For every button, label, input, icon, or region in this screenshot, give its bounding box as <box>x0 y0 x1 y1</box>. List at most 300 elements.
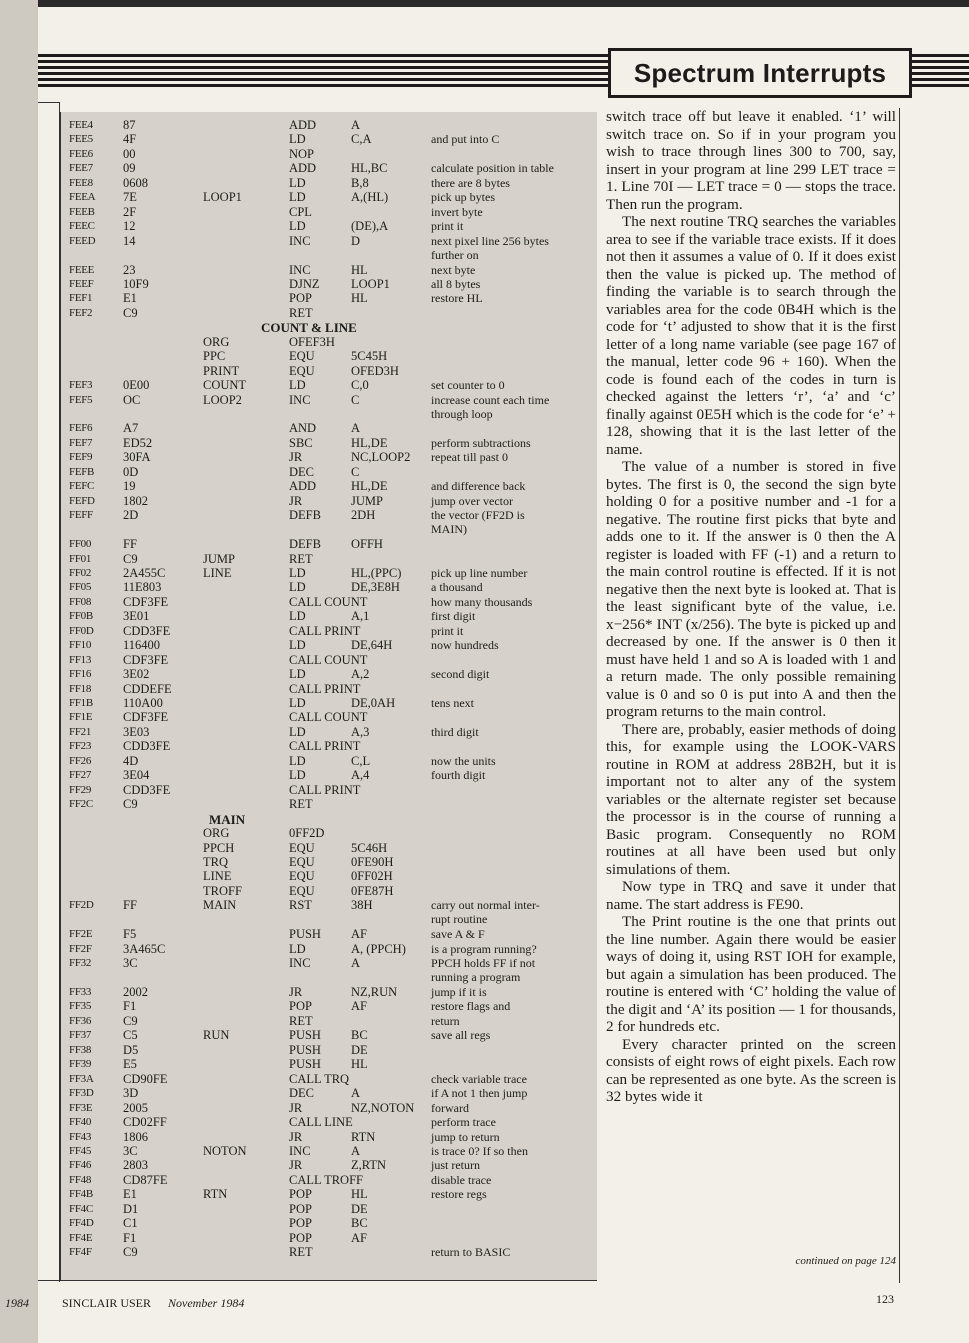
listing-address: FEF7 <box>69 436 93 449</box>
listing-address: FF27 <box>69 769 92 782</box>
listing-address: FF4D <box>69 1217 94 1230</box>
listing-comment-line: running a program <box>431 970 521 985</box>
listing-address: FF13 <box>69 653 92 666</box>
listing-address: FEED <box>69 234 96 247</box>
listing-operand: A <box>351 1086 361 1101</box>
listing-opcode: CALL PRINT <box>289 782 361 797</box>
listing-comment-line: disable trace <box>431 1172 492 1187</box>
listing-hex: C5 <box>123 1028 138 1043</box>
listing-opcode: LD <box>289 696 306 710</box>
listing-comment <box>431 1173 491 1187</box>
listing-address: FF4F <box>69 1246 92 1259</box>
listing-hex: E1 <box>123 291 137 306</box>
listing-comment <box>431 1115 496 1129</box>
listing-hex: 10F9 <box>123 276 149 291</box>
listing-hex: 3C <box>123 956 138 971</box>
listing-comment-line: MAIN) <box>431 522 467 537</box>
listing-address: FEEC <box>69 220 95 233</box>
listing-opcode: CALL COUNT <box>289 594 368 609</box>
listing-operand: DE,3E8H <box>351 580 400 595</box>
listing-opcode: ADD <box>289 479 317 494</box>
listing-comment-line: pick up bytes <box>431 190 495 205</box>
listing-address: FF26 <box>69 754 92 767</box>
listing-comment-line: the vector (FF2D is <box>431 508 525 523</box>
listing-opcode: LD <box>289 565 306 580</box>
listing-address: FF05 <box>69 581 92 594</box>
listing-address: FEE4 <box>69 119 93 131</box>
listing-operand: A <box>351 118 361 132</box>
listing-label: RTN <box>203 1187 228 1202</box>
listing-opcode: EQU <box>289 840 315 855</box>
listing-hex: 2002 <box>123 985 148 999</box>
listing-opcode: CALL TRQ <box>289 1071 350 1086</box>
listing-comment-line: now hundreds <box>431 638 499 653</box>
listing-operand: Z,RTN <box>351 1158 387 1173</box>
listing-hex: 1802 <box>123 493 148 508</box>
listing-label: LOOP1 <box>203 190 242 205</box>
listing-operand: A,1 <box>351 609 370 624</box>
listing-opcode: LD <box>289 190 306 205</box>
listing-address: FF45 <box>69 1144 92 1157</box>
listing-hex: CDF3FE <box>123 652 169 667</box>
listing-comment <box>431 566 527 580</box>
listing-operand: NZ,RUN <box>351 985 398 999</box>
listing-address: FEF2 <box>69 306 93 319</box>
listing-comment <box>431 725 479 739</box>
listing-opcode: POP <box>289 1216 312 1231</box>
listing-opcode: LD <box>289 638 306 653</box>
listing-address: FF37 <box>69 1029 92 1042</box>
listing-comment-line: calculate position in table <box>431 161 554 176</box>
listing-address: FEE7 <box>69 162 93 175</box>
article-paragraph: Every character printed on the screen consists of eight rows of eight pixels. Each row can be represented as one byte. As the screen is 32 bytes wide it <box>606 1035 896 1105</box>
listing-operand: RTN <box>351 1129 376 1144</box>
listing-opcode: JR <box>289 1100 303 1115</box>
listing-comment <box>431 263 475 277</box>
listing-hex: 3E04 <box>123 768 150 783</box>
listing-comment-line: third digit <box>431 724 479 739</box>
listing-comment-line: next pixel line 256 bytes <box>431 233 549 248</box>
listing-opcode: CALL PRINT <box>289 681 361 696</box>
listing-hex: A7 <box>123 421 139 436</box>
listing-opcode: LD <box>289 753 306 768</box>
listing-comment-line: restore regs <box>431 1187 487 1202</box>
listing-comment <box>431 161 554 175</box>
listing-address: FF1B <box>69 697 93 709</box>
listing-opcode: LD <box>289 132 306 147</box>
listing-opcode: LD <box>289 580 306 595</box>
listing-address: FF4E <box>69 1231 93 1244</box>
listing-opcode: LD <box>289 378 306 393</box>
listing-address: FEFB <box>69 465 95 478</box>
listing-operand: C <box>351 392 360 407</box>
listing-address: FF46 <box>69 1159 92 1172</box>
listing-comment <box>431 985 487 999</box>
listing-hex: 87 <box>123 118 136 132</box>
listing-operand: HL <box>351 1057 368 1072</box>
listing-address: FF10 <box>69 639 92 652</box>
listing-opcode: RET <box>289 797 313 812</box>
assembly-listing <box>60 112 597 1281</box>
listing-operand: 5C45H <box>351 349 388 364</box>
listing-comment-line: second digit <box>431 667 490 682</box>
listing-hex: 19 <box>123 479 136 494</box>
listing-address: FF39 <box>69 1058 92 1071</box>
listing-hex: 3E02 <box>123 667 150 682</box>
listing-comment-line: check variable trace <box>431 1071 527 1086</box>
listing-opcode: POP <box>289 1187 312 1202</box>
listing-address: FF3D <box>69 1087 94 1100</box>
listing-label: TROFF <box>203 883 242 898</box>
listing-opcode: INC <box>289 262 311 277</box>
listing-hex: C9 <box>123 551 138 566</box>
listing-hex: OC <box>123 392 141 407</box>
listing-comment <box>431 898 540 926</box>
listing-comment-line: now the units <box>431 753 496 768</box>
listing-comment <box>431 1130 500 1144</box>
listing-opcode: JR <box>289 1129 303 1144</box>
listing-comment-line: just return <box>431 1158 480 1173</box>
listing-opcode: CALL LINE <box>289 1115 353 1130</box>
listing-hex: 4F <box>123 132 137 147</box>
listing-opcode: POP <box>289 999 312 1014</box>
listing-opcode: CALL COUNT <box>289 710 368 725</box>
listing-label: PRINT <box>203 363 240 378</box>
listing-hex: CDD3FE <box>123 623 171 638</box>
listing-comment-line: jump over vector <box>431 493 513 508</box>
listing-address: FF1E <box>69 711 93 724</box>
listing-address: FF3E <box>69 1101 93 1114</box>
listing-address: FEF5 <box>69 393 93 406</box>
listing-comment <box>431 219 463 233</box>
listing-comment <box>431 291 483 305</box>
listing-address: FEE5 <box>69 133 93 146</box>
article-paragraph: The next routine TRQ searches the variables area to see if the variable trace exists. If it does not then it assumes a value of 0. If it does exist then the value is picked up. The method of finding the variable is to search through the variables area for the code 0B4H which is the code for ‘t’ adjusted to show that it is the first letter of a long name variable (see page 167 of the manual, letter code 96 + 160). When the code is found each of the codes in turn is checked against the letters ‘r’, ‘a’ and ‘c’ finally against 0E5H which is the code for ‘e’ + 128, showing that it is the last letter of the name. <box>606 213 896 458</box>
listing-comment-line: first digit <box>431 609 476 624</box>
listing-comment-line: print it <box>431 219 464 234</box>
article-text <box>606 108 896 1278</box>
listing-address: FF16 <box>69 668 92 681</box>
listing-comment-line: fourth digit <box>431 768 486 783</box>
listing-operand: BC <box>351 1216 368 1231</box>
listing-comment-line: and put into C <box>431 132 500 147</box>
listing-hex: 3D <box>123 1086 139 1101</box>
listing-operand: HL,DE <box>351 479 388 494</box>
listing-opcode: LD <box>289 667 306 682</box>
listing-comment <box>431 667 489 681</box>
listing-opcode: OFEF3H <box>289 334 335 349</box>
listing-opcode: CALL COUNT <box>289 652 368 667</box>
listing-hex: 3E01 <box>123 609 150 624</box>
listing-label: RUN <box>203 1028 230 1043</box>
listing-label: ORG <box>203 826 230 841</box>
listing-hex: C9 <box>123 1245 138 1260</box>
listing-operand: C,A <box>351 132 372 147</box>
listing-address: FEFF <box>69 509 93 522</box>
listing-opcode: JR <box>289 493 303 508</box>
article-paragraph: Now type in TRQ and save it under that name. The start address is FE90. <box>606 878 896 913</box>
listing-operand: DE,64H <box>351 638 393 653</box>
listing-comment-line: if A not 1 then jump <box>431 1086 528 1101</box>
listing-hex: CDF3FE <box>123 594 169 609</box>
listing-opcode: INC <box>289 233 311 248</box>
listing-hex: 2F <box>123 204 137 219</box>
listing-hex: D5 <box>123 1042 139 1057</box>
listing-operand: (DE),A <box>351 219 389 234</box>
listing-comment-line: perform trace <box>431 1115 496 1130</box>
footer-issue: November 1984 <box>168 1296 245 1310</box>
listing-label: PPCH <box>203 840 235 855</box>
listing-label: ORG <box>203 334 230 349</box>
listing-opcode: LD <box>289 609 306 624</box>
listing-operand: D <box>351 233 361 248</box>
listing-operand: AF <box>351 927 367 942</box>
listing-comment-line: increase count each time <box>431 392 550 407</box>
listing-opcode: POP <box>289 1230 312 1245</box>
listing-hex: F5 <box>123 927 137 942</box>
listing-operand: 2DH <box>351 508 376 523</box>
listing-comment <box>431 508 525 536</box>
listing-opcode: DEC <box>289 1086 314 1101</box>
listing-comment-line: through loop <box>431 406 493 421</box>
listing-hex: CDF3FE <box>123 710 169 725</box>
listing-address: FF02 <box>69 566 92 579</box>
listing-opcode: EQU <box>289 883 315 898</box>
listing-opcode: LD <box>289 941 306 956</box>
listing-address: FF0D <box>69 624 94 637</box>
top-edge <box>0 0 969 7</box>
listing-opcode: DEC <box>289 464 314 479</box>
listing-opcode: LD <box>289 768 306 783</box>
listing-opcode: JR <box>289 1158 303 1173</box>
listing-comment <box>431 768 485 782</box>
listing-hex: FF <box>123 898 137 913</box>
listing-comment <box>431 378 505 392</box>
listing-comment <box>431 393 549 421</box>
listing-hex: 30FA <box>123 450 151 465</box>
listing-opcode: CALL PRINT <box>289 623 361 638</box>
listing-comment <box>431 1245 510 1259</box>
listing-operand: 5C46H <box>351 840 388 855</box>
listing-opcode: PUSH <box>289 1028 321 1043</box>
listing-label: LINE <box>203 565 232 580</box>
listing-comment-line: print it <box>431 623 464 638</box>
listing-comment <box>431 999 510 1013</box>
listing-operand: 0FF02H <box>351 869 393 884</box>
listing-address: FF43 <box>69 1130 92 1143</box>
listing-hex: 2D <box>123 508 139 523</box>
listing-operand: OFED3H <box>351 363 399 378</box>
listing-comment-line: return to BASIC <box>431 1245 511 1260</box>
listing-comment <box>431 580 483 594</box>
listing-opcode: NOP <box>289 146 315 161</box>
listing-hex: 3A465C <box>123 941 166 956</box>
listing-opcode: DEFB <box>289 537 321 552</box>
listing-operand: NC,LOOP2 <box>351 450 411 465</box>
listing-hex: 1806 <box>123 1129 148 1144</box>
listing-hex: E1 <box>123 1187 137 1202</box>
section-count-line: COUNT & LINE <box>261 320 357 336</box>
listing-comment-line: set counter to 0 <box>431 378 505 393</box>
listing-hex: 110A00 <box>123 696 163 710</box>
listing-frame <box>38 102 60 1282</box>
listing-hex: 0E00 <box>123 378 150 393</box>
listing-comment <box>431 132 499 146</box>
listing-comment <box>431 927 485 941</box>
listing-comment-line: repeat till past 0 <box>431 450 508 465</box>
listing-opcode: RET <box>289 1013 313 1028</box>
listing-comment-line: return <box>431 1013 460 1028</box>
listing-address: FEFD <box>69 494 95 507</box>
listing-hex: 3C <box>123 1143 138 1158</box>
listing-comment-line: a thousand <box>431 580 483 595</box>
listing-address: FEEE <box>69 263 95 276</box>
listing-comment-line: and difference back <box>431 479 526 494</box>
listing-operand: NZ,NOTON <box>351 1100 415 1115</box>
column-rule <box>899 108 900 1283</box>
listing-address: FEF9 <box>69 451 93 464</box>
listing-opcode: JR <box>289 450 303 465</box>
listing-comment <box>431 450 508 464</box>
listing-opcode: 0FF2D <box>289 826 325 841</box>
listing-hex: C9 <box>123 305 138 320</box>
listing-operand: HL <box>351 291 368 306</box>
listing-opcode: ADD <box>289 118 317 132</box>
listing-address: FF29 <box>69 783 92 796</box>
listing-hex: C9 <box>123 797 138 812</box>
listing-hex: 7E <box>123 190 137 205</box>
listing-hex: 2005 <box>123 1100 148 1115</box>
listing-operand: BC <box>351 1028 368 1043</box>
listing-opcode: PUSH <box>289 1042 321 1057</box>
listing-comment <box>431 1028 490 1042</box>
listing-hex: 14 <box>123 233 136 248</box>
listing-address: FF18 <box>69 682 92 695</box>
listing-hex: 2A455C <box>123 565 166 580</box>
listing-opcode: CALL PRINT <box>289 739 361 754</box>
listing-hex: 23 <box>123 262 136 277</box>
listing-comment-line: jump to return <box>431 1129 500 1144</box>
listing-operand: C,L <box>351 753 371 768</box>
listing-hex: CD90FE <box>123 1071 168 1086</box>
listing-comment <box>431 609 475 623</box>
listing-comment <box>431 176 510 190</box>
listing-opcode: INC <box>289 956 311 971</box>
listing-address: FF23 <box>69 740 92 753</box>
listing-operand: DE <box>351 1042 368 1057</box>
listing-comment <box>431 234 549 262</box>
listing-operand: A,(HL) <box>351 190 389 205</box>
listing-opcode: SBC <box>289 435 313 450</box>
listing-comment <box>431 696 474 710</box>
listing-address: FF08 <box>69 595 92 608</box>
listing-hex: D1 <box>123 1201 139 1216</box>
listing-address: FF00 <box>69 538 92 551</box>
listing-opcode: EQU <box>289 869 315 884</box>
listing-comment-line: rupt routine <box>431 912 488 927</box>
listing-opcode: INC <box>289 1143 311 1158</box>
listing-opcode: LD <box>289 175 306 190</box>
listing-operand: A <box>351 421 361 436</box>
listing-operand: AF <box>351 999 367 1014</box>
listing-comment <box>431 1086 527 1100</box>
listing-comment <box>431 494 513 508</box>
listing-label: JUMP <box>203 551 235 566</box>
listing-address: FEF3 <box>69 379 93 392</box>
listing-comment-line: invert byte <box>431 204 483 219</box>
listing-comment-line: jump if it is <box>431 985 487 999</box>
listing-operand: DE <box>351 1201 368 1216</box>
listing-operand: 38H <box>351 898 373 913</box>
listing-address: FF2E <box>69 928 93 941</box>
listing-hex: 116400 <box>123 638 161 653</box>
section-main: MAIN <box>209 811 246 827</box>
listing-hex: 09 <box>123 161 136 176</box>
listing-label: COUNT <box>203 378 247 393</box>
listing-comment <box>431 638 499 652</box>
listing-operand: A,4 <box>351 768 370 783</box>
listing-comment <box>431 1014 460 1028</box>
listing-comment-line: there are 8 bytes <box>431 175 510 190</box>
continued-note: continued on page 124 <box>795 1255 896 1267</box>
listing-opcode: CALL TROFF <box>289 1172 363 1187</box>
listing-comment <box>431 205 483 219</box>
listing-address: FEFC <box>69 480 95 493</box>
article-paragraph: There are, probably, easier methods of doing this, for example using the LOOK-VARS routine in ROM at address 28B2H, but it is important not to alter any of the system variables or the alternate register set because the processor is in the course of running a Basic program. Consequently no ROM routines at all have been used but only simulations of them. <box>606 720 896 878</box>
listing-address: FF33 <box>69 986 92 998</box>
listing-address: FEF1 <box>69 292 93 305</box>
listing-hex: 4D <box>123 753 139 768</box>
listing-hex: 00 <box>123 146 136 161</box>
listing-opcode: AND <box>289 421 317 436</box>
listing-opcode: POP <box>289 1201 312 1216</box>
listing-operand: 0FE90H <box>351 854 394 869</box>
listing-opcode: PUSH <box>289 927 321 942</box>
listing-hex: C9 <box>123 1013 138 1028</box>
listing-comment <box>431 595 532 609</box>
listing-opcode: EQU <box>289 349 315 364</box>
listing-hex: 11E803 <box>123 580 162 595</box>
listing-comment <box>431 1144 528 1158</box>
listing-operand: HL,DE <box>351 435 388 450</box>
listing-comment <box>431 1187 487 1201</box>
listing-comment-line: carry out normal inter- <box>431 898 540 913</box>
listing-opcode: LD <box>289 219 306 234</box>
previous-page-edge <box>0 0 38 1343</box>
listing-address: FF35 <box>69 1000 92 1013</box>
listing-address: FF48 <box>69 1173 92 1186</box>
listing-comment <box>431 754 496 768</box>
listing-opcode: RET <box>289 305 313 320</box>
listing-hex: 2803 <box>123 1158 148 1173</box>
listing-address: FEEA <box>69 191 96 204</box>
listing-operand: HL <box>351 262 368 277</box>
listing-hex: C1 <box>123 1216 138 1231</box>
listing-address: FEE8 <box>69 176 93 189</box>
listing-operand: AF <box>351 1230 367 1245</box>
listing-operand: HL,BC <box>351 161 388 176</box>
listing-address: FF4C <box>69 1202 93 1215</box>
listing-address: FF01 <box>69 552 92 565</box>
listing-comment-line: save A & F <box>431 927 485 942</box>
listing-opcode: EQU <box>289 854 315 869</box>
listing-hex: E5 <box>123 1057 137 1072</box>
listing-opcode: RET <box>289 551 313 566</box>
listing-hex: CDD3FE <box>123 739 171 754</box>
listing-address: FF3A <box>69 1072 94 1085</box>
listing-opcode: ADD <box>289 161 317 176</box>
listing-address: FF32 <box>69 957 92 970</box>
